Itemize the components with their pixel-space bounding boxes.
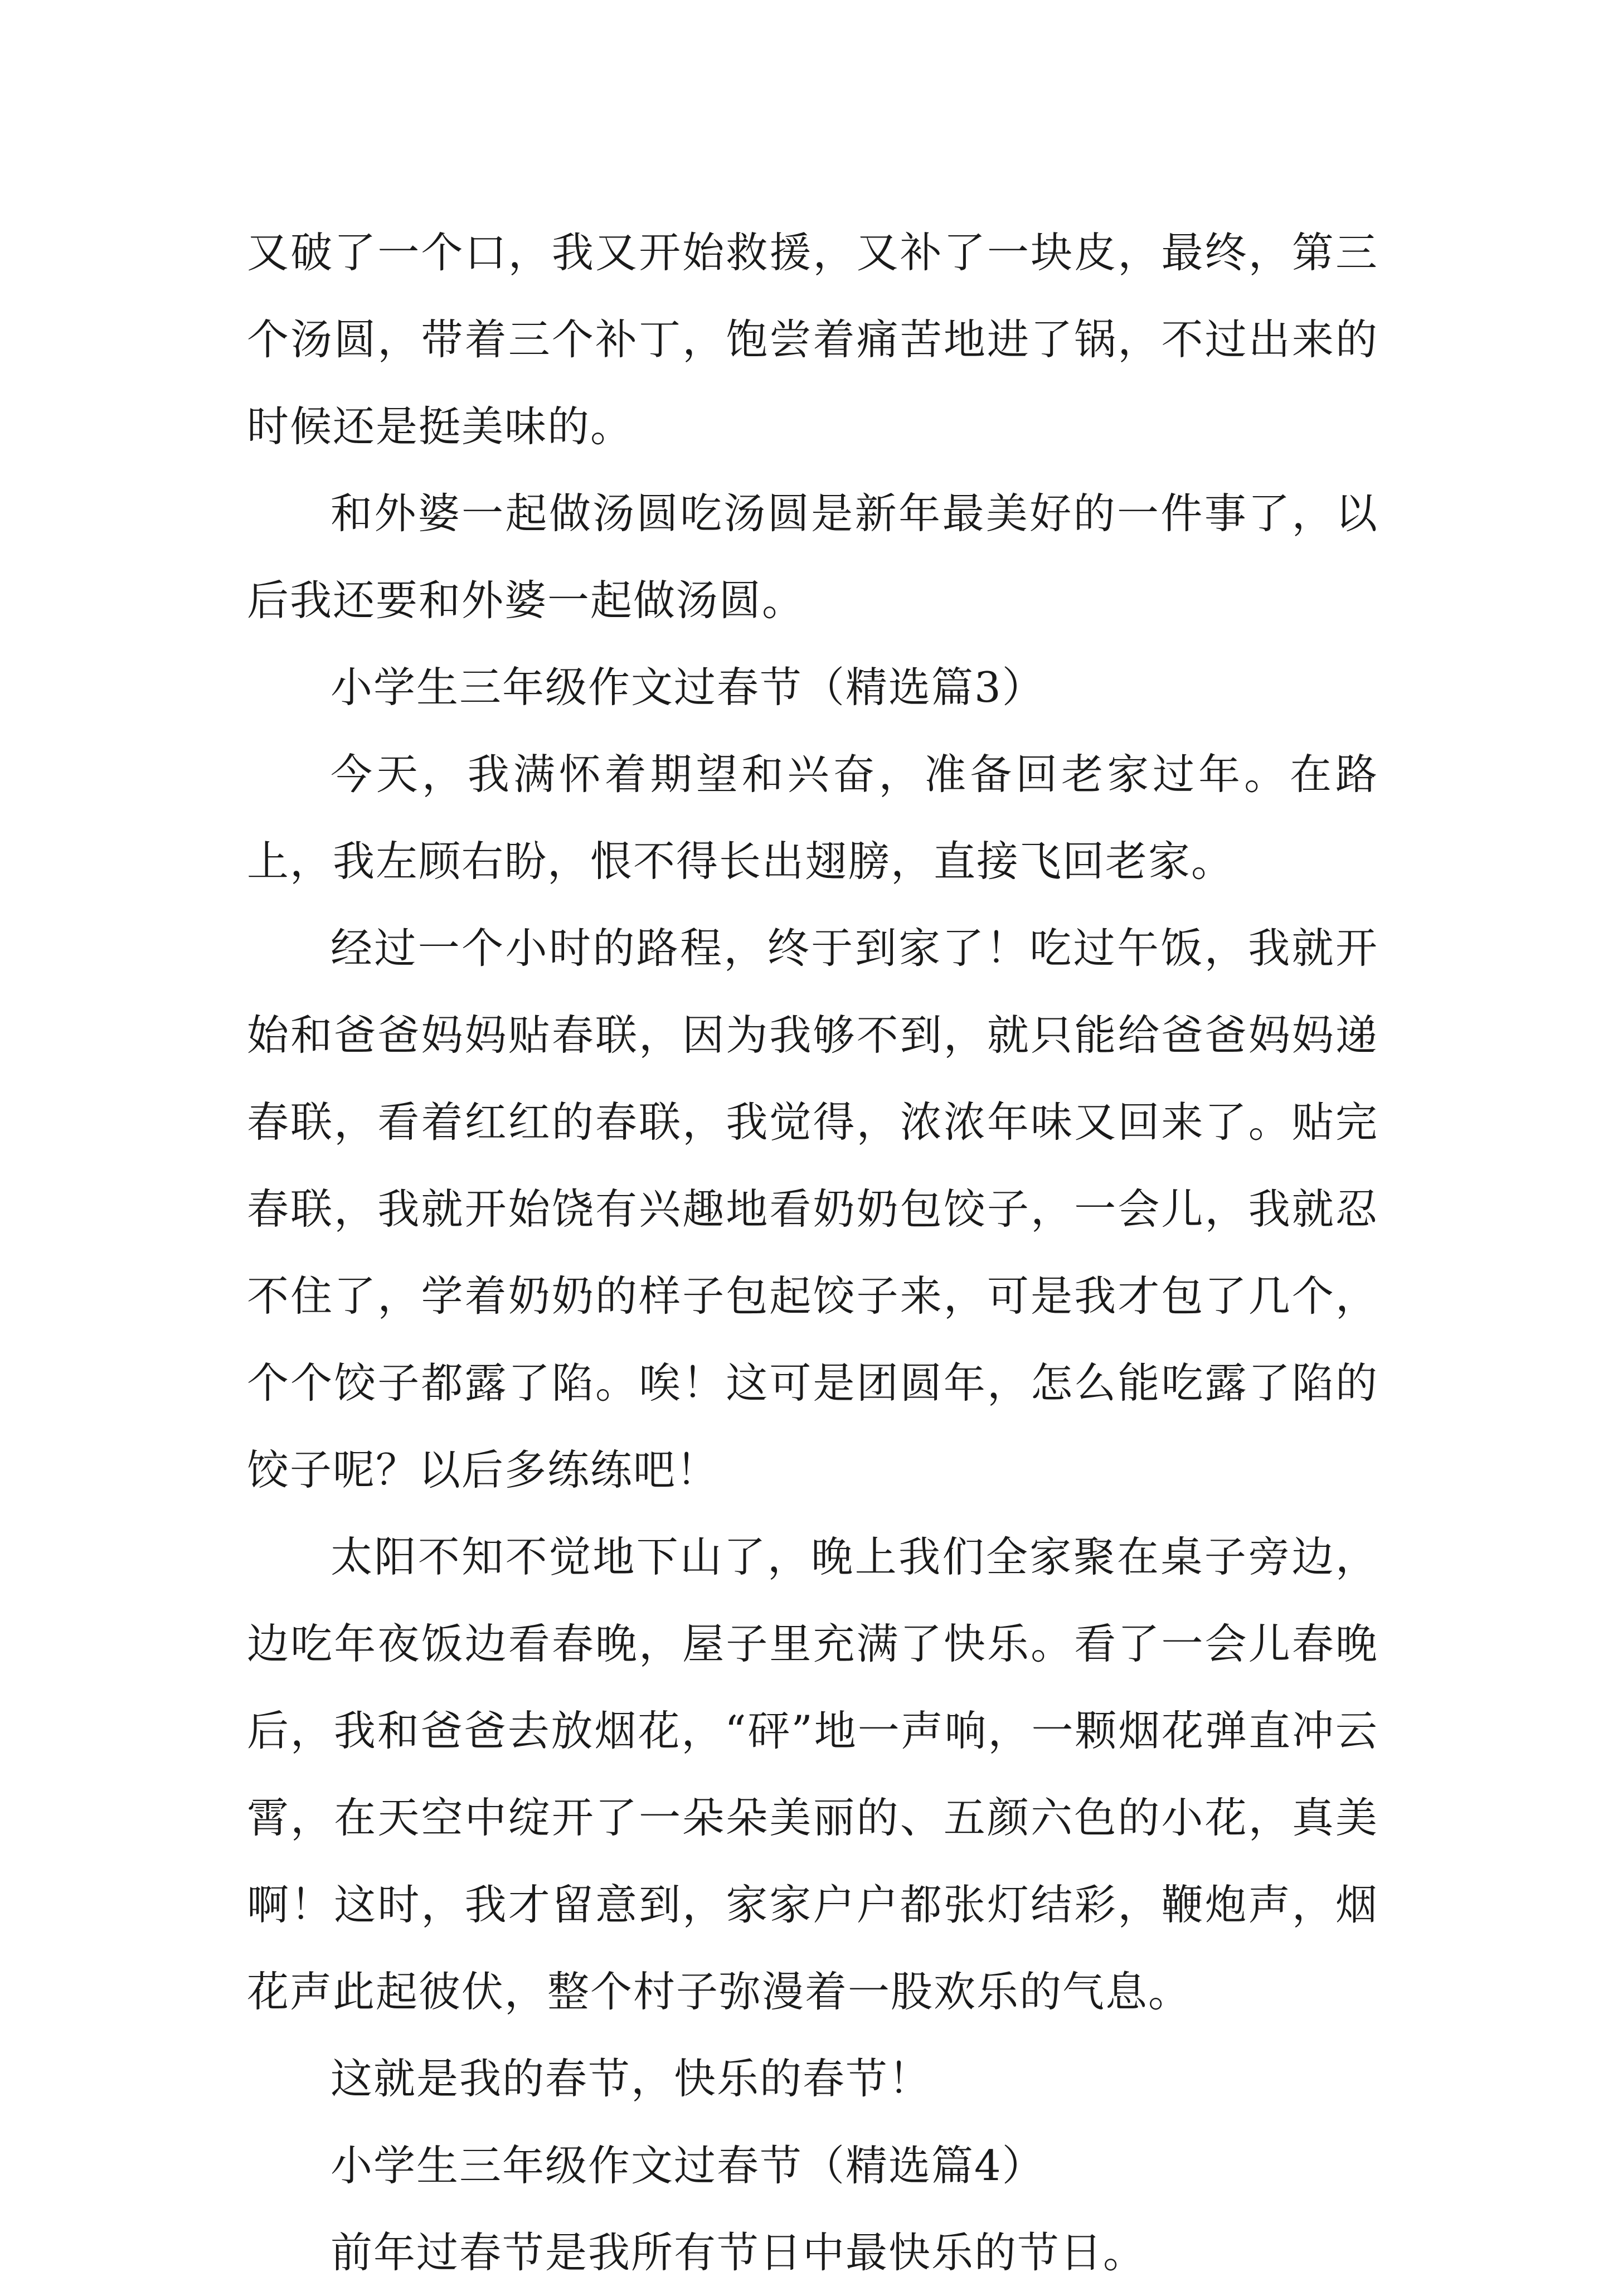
- paragraph-tangyuan-end: 又破了一个口，我又开始救援，又补了一块皮，最终，第三个汤圆，带着三个补丁，饱尝着痛苦地进了锅，不过出来的时候还是挺美味的。: [247, 228, 1378, 451]
- document-body: [247, 209, 1378, 2296]
- paragraph-new-year-eve: 太阳不知不觉地下山了，晚上我们全家聚在桌子旁边，边吃年夜饭边看春晚，屋子里充满了快乐。看了一会儿春晚后，我和爸爸去放烟花，“砰”地一声响，一颗烟花弹直冲云霄，在天空中绽开了一朵朵美丽的、五颜六色的小花，真美啊！这时，我才留意到，家家户户都张灯结彩，鞭炮声，烟花声此起彼伏，整个村子弥漫着一股欢乐的气息。: [247, 1532, 1378, 2016]
- section-heading-3: 小学生三年级作文过春节（精选篇3）: [331, 663, 1045, 712]
- paragraph-arrival: 经过一个小时的路程，终于到家了！吃过午饭，我就开始和爸爸妈妈贴春联，因为我够不到，就只能给爸爸妈妈递春联，看着红红的春联，我觉得，浓浓年味又回来了。贴完春联，我就开始饶有兴趣地看奶奶包饺子，一会儿，我就忍不住了，学着奶奶的样子包起饺子来，可是我才包了几个，个个饺子都露了陷。唉！这可是团圆年，怎么能吃露了陷的饺子呢？以后多练练吧！: [247, 924, 1378, 1494]
- paragraph-section4-intro: 前年过春节是我所有节日中最快乐的节日。: [331, 2228, 1146, 2277]
- paragraph-conclusion: 这就是我的春节，快乐的春节！: [331, 2054, 932, 2103]
- paragraph-grandma: 和外婆一起做汤圆吃汤圆是新年最美好的一件事了，以后我还要和外婆一起做汤圆。: [247, 489, 1378, 625]
- section-heading-4: 小学生三年级作文过春节（精选篇4）: [331, 2141, 1045, 2190]
- paragraph-going-home: 今天，我满怀着期望和兴奋，准备回老家过年。在路上，我左顾右盼，恨不得长出翅膀，直接飞回老家。: [247, 750, 1378, 886]
